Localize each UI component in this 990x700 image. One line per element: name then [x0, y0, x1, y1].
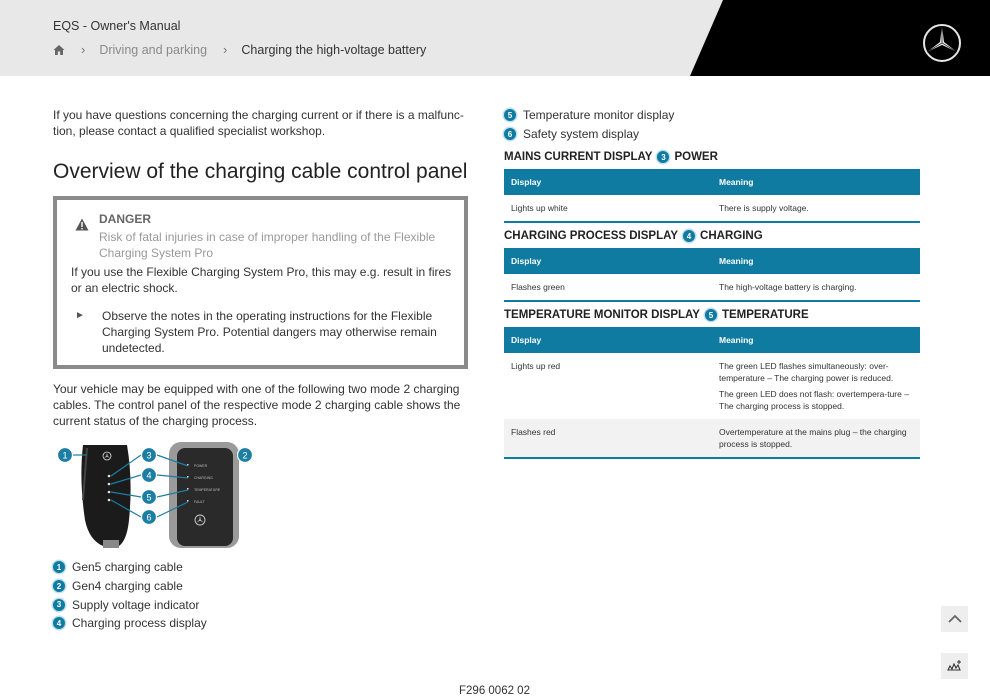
svg-text:4: 4 — [146, 470, 152, 481]
cable-intro-paragraph: Your vehicle may be equipped with one of the following two mode 2 charging cables. The control panel of the respective mode 2 charging cable shows the current status of the charging process. — [53, 382, 461, 428]
legend-number: 3 — [53, 599, 65, 611]
section-title-post: POWER — [674, 151, 718, 163]
legend-item — [53, 614, 207, 633]
section-heading-charging — [504, 230, 763, 242]
table-row — [504, 195, 920, 222]
breadcrumb-link-driving[interactable]: Driving and parking — [99, 42, 208, 57]
rating-icon — [947, 660, 963, 672]
legend-list-right — [504, 106, 674, 143]
panel-label-charging: CHARGING — [194, 476, 213, 480]
section-title-post: TEMPERATURE — [721, 309, 809, 321]
table-header-row — [504, 169, 920, 195]
warning-triangle-icon — [75, 218, 89, 231]
table-header-display: Display — [504, 327, 712, 353]
chevron-right-icon: › — [223, 42, 228, 57]
table-row — [504, 353, 920, 419]
figure-callout-4 — [142, 468, 157, 483]
legend-number: 1 — [53, 561, 65, 573]
section-number: 3 — [657, 151, 669, 163]
svg-text:1: 1 — [62, 450, 68, 461]
legend-list-left — [53, 558, 207, 633]
section-title-post: CHARGING — [700, 230, 763, 242]
figure-callout-6 — [142, 510, 157, 525]
danger-title: DANGER — [99, 212, 152, 226]
table-cell-meaning — [712, 419, 920, 458]
legend-item — [53, 595, 207, 614]
table-header-display: Display — [504, 248, 712, 274]
chevron-right-icon: › — [81, 42, 86, 57]
panel-label-temperature: TEMPERATURE — [194, 488, 221, 492]
section-title-pre: TEMPERATURE MONITOR DISPLAY — [504, 309, 700, 321]
section-heading-mains — [504, 151, 718, 163]
section-title-pre: MAINS CURRENT DISPLAY — [504, 151, 653, 163]
legend-number: 5 — [504, 109, 516, 121]
figure-callout-3 — [142, 448, 157, 463]
legend-number: 6 — [504, 128, 516, 140]
panel-label-fault: FAULT — [194, 500, 205, 504]
table-cell-display: Lights up red — [511, 361, 561, 371]
legend-number: 2 — [53, 580, 65, 592]
legend-label: Supply voltage indicator — [72, 597, 200, 612]
svg-text:3: 3 — [146, 450, 152, 461]
table-header-meaning: Meaning — [712, 169, 920, 195]
mercedes-star-logo[interactable] — [922, 23, 962, 63]
breadcrumb-current: Charging the high-voltage battery — [241, 42, 427, 57]
intro-paragraph: If you have questions concerning the charging current or if there is a malfunc-tion, please contact a qualified specialist workshop. — [53, 108, 464, 138]
meaning-text: Overtemperature at the mains plug – the charging process is stopped. — [719, 427, 907, 449]
figure-code: F296 0062 02 — [459, 685, 530, 697]
svg-text:2: 2 — [242, 450, 248, 461]
table-cell-meaning — [712, 195, 920, 222]
legend-label: Temperature monitor display — [523, 108, 675, 123]
temperature-monitor-table — [504, 327, 920, 459]
home-icon[interactable] — [53, 44, 65, 56]
table-header-row — [504, 248, 920, 274]
table-cell-display: Flashes green — [504, 274, 712, 301]
table-header-meaning: Meaning — [712, 327, 920, 353]
svg-text:6: 6 — [146, 512, 152, 523]
section-number: 4 — [683, 230, 695, 242]
legend-item — [504, 125, 674, 144]
table-cell-display: Flashes red — [504, 419, 712, 458]
table-cell-meaning — [712, 353, 920, 419]
section-heading-temperature — [504, 309, 809, 321]
legend-label: Gen4 charging cable — [72, 579, 183, 594]
meaning-text: There is supply voltage. — [719, 203, 809, 213]
scroll-to-top-button[interactable] — [941, 606, 968, 632]
page-title: Overview of the charging cable control panel — [53, 160, 468, 183]
legend-label: Safety system display — [523, 127, 640, 142]
meaning-text: The green LED flashes simultaneously: over-temperature – The charging power is reduced. — [719, 361, 894, 383]
table-header-meaning: Meaning — [712, 248, 920, 274]
charging-cable-figure — [53, 440, 263, 550]
charging-process-table — [504, 248, 920, 302]
legend-item — [53, 558, 207, 577]
figure-callout-2 — [238, 448, 253, 463]
panel-label-power: POWER — [194, 464, 208, 468]
table-cell-meaning — [712, 274, 920, 301]
legend-number: 4 — [53, 617, 65, 629]
danger-subtitle: Risk of fatal injuries in case of improper handling of the Flexible Charging System Pro — [99, 230, 436, 260]
breadcrumb — [53, 42, 426, 57]
step-arrow-icon: ► — [75, 310, 85, 321]
legend-label: Gen5 charging cable — [72, 560, 183, 575]
table-header-display: Display — [504, 169, 712, 195]
table-cell-display: Lights up white — [504, 195, 712, 222]
figure-callout-5 — [142, 490, 157, 505]
legend-item — [53, 577, 207, 596]
figure-callout-1 — [58, 448, 73, 463]
legend-label: Charging process display — [72, 616, 207, 631]
danger-box — [53, 196, 468, 369]
table-row — [504, 419, 920, 458]
danger-step: Observe the notes in the operating instructions for the Flexible Charging System Pro. Potential dangers may otherwise remain undetected. — [102, 309, 437, 355]
meaning-text: The high-voltage battery is charging. — [719, 282, 857, 292]
rating-button[interactable] — [941, 653, 968, 679]
table-header-row — [504, 327, 920, 353]
table-row — [504, 274, 920, 301]
manual-title: EQS - Owner's Manual — [53, 19, 181, 33]
legend-item — [504, 106, 674, 125]
section-number: 5 — [705, 309, 717, 321]
chevron-up-icon — [947, 614, 963, 624]
mains-current-table — [504, 169, 920, 223]
meaning-text: The green LED does not flash: overtempera-ture – The charging process is stopped. — [719, 389, 909, 411]
svg-text:5: 5 — [146, 492, 152, 503]
danger-body: If you use the Flexible Charging System Pro, this may e.g. result in fires or an electric shock. — [71, 265, 452, 295]
section-title-pre: CHARGING PROCESS DISPLAY — [504, 230, 679, 242]
